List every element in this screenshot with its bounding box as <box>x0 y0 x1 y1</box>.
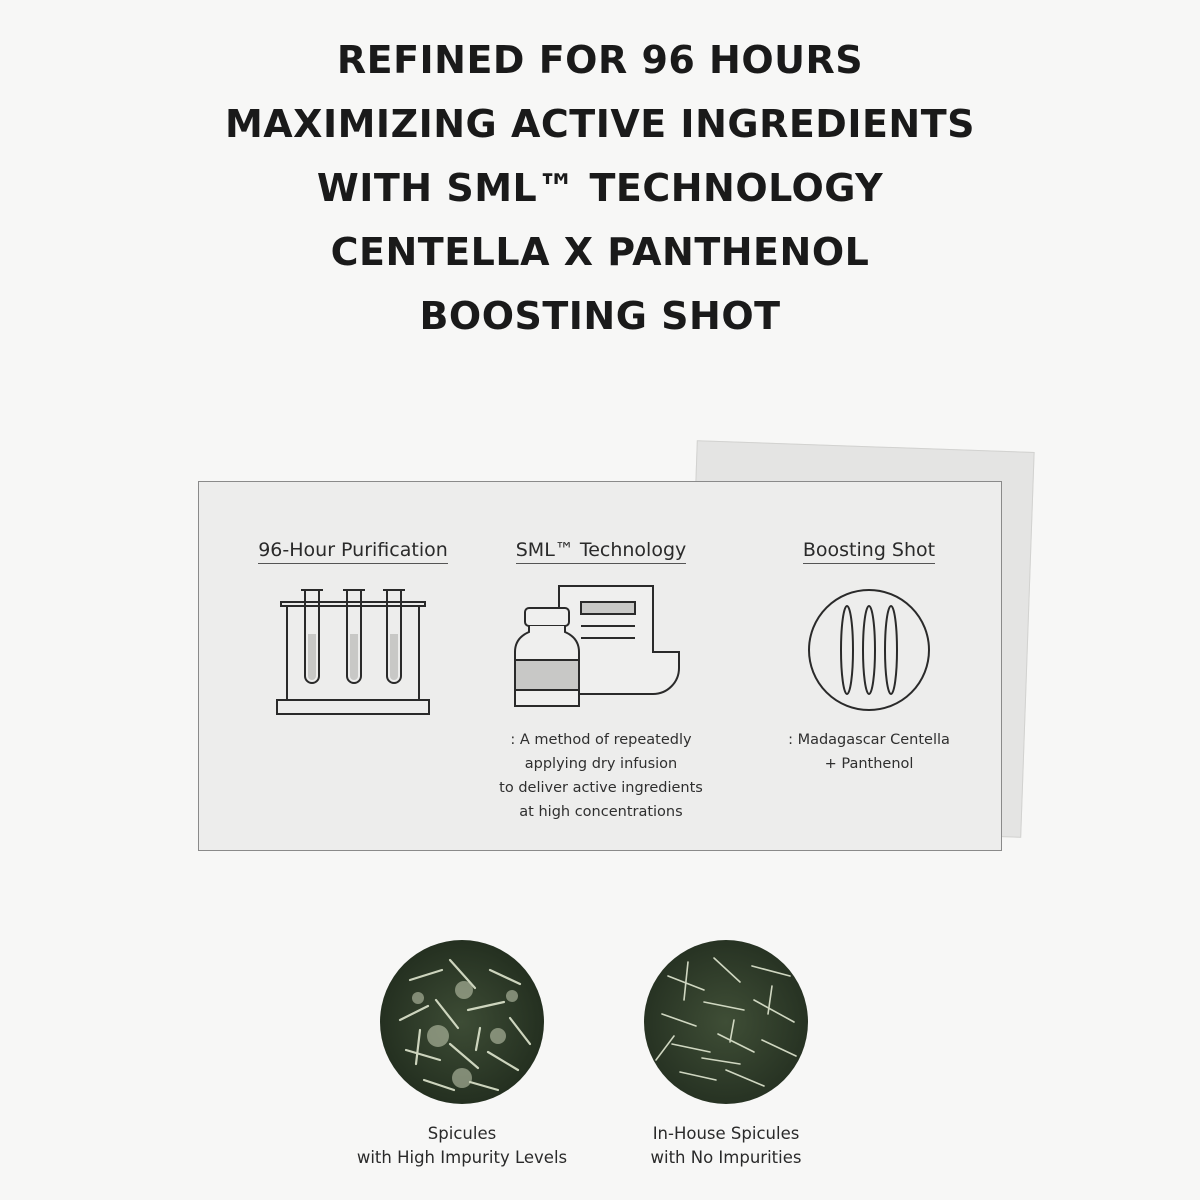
spicules-circle-icon <box>799 582 939 722</box>
feature-desc-sml-line-1: : A method of repeatedly <box>510 732 692 748</box>
feature-desc-sml <box>467 728 735 824</box>
feature-desc-boosting-line-2: + Panthenol <box>824 756 914 772</box>
in-house-spicules-micrograph <box>644 940 808 1104</box>
caption-high-impurity-line-2: with High Impurity Levels <box>356 1148 568 1167</box>
feature-title-sml: SML™ Technology <box>516 539 687 564</box>
caption-high-impurity-line-1: Spicules <box>427 1124 497 1143</box>
headline <box>0 28 1200 348</box>
spicules-high-impurity-micrograph <box>380 940 544 1104</box>
headline-line-3: WITH SML™ TECHNOLOGY <box>316 166 884 210</box>
caption-no-impurity-line-1: In-House Spicules <box>652 1124 800 1143</box>
headline-line-2: MAXIMIZING ACTIVE INGREDIENTS <box>224 102 976 146</box>
headline-line-4: CENTELLA X PANTHENOL <box>330 230 870 274</box>
feature-title-purification: 96-Hour Purification <box>258 539 448 564</box>
caption-no-impurity-line-2: with No Impurities <box>650 1148 802 1167</box>
caption-high-impurity <box>312 1122 612 1170</box>
caption-no-impurity <box>576 1122 876 1170</box>
feature-desc-sml-line-3: to deliver active ingredients <box>499 780 703 796</box>
feature-desc-boosting-line-1: : Madagascar Centella <box>788 732 950 748</box>
feature-desc-boosting <box>735 728 1003 776</box>
headline-line-1: REFINED FOR 96 HOURS <box>336 38 864 82</box>
vial-document-icon <box>501 582 701 722</box>
feature-card <box>198 481 1002 851</box>
feature-desc-sml-line-2: applying dry infusion <box>524 756 678 772</box>
feature-desc-sml-line-4: at high concentrations <box>519 804 683 820</box>
test-tubes-icon <box>273 582 433 722</box>
feature-title-boosting: Boosting Shot <box>803 539 935 564</box>
headline-line-5: BOOSTING SHOT <box>419 294 781 338</box>
